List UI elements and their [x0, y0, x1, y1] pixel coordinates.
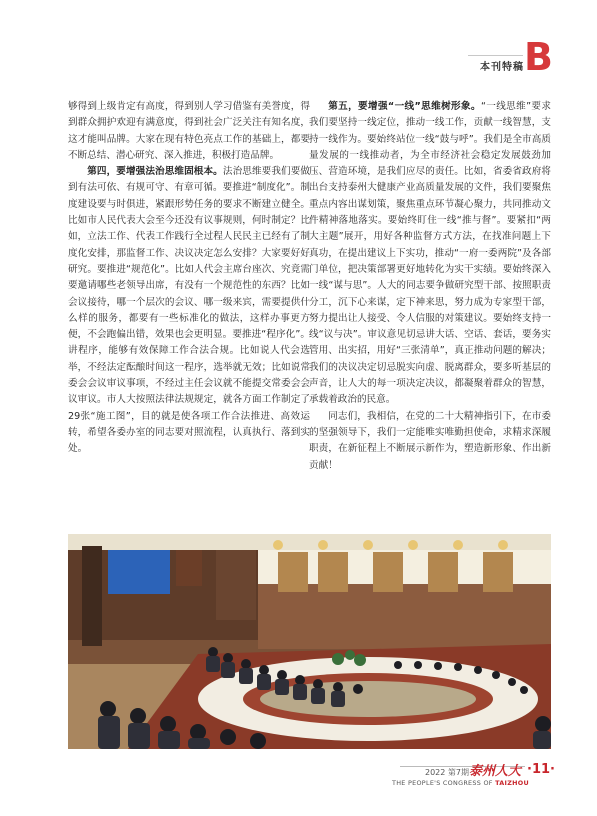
paragraph-continuation: 够得到上级肯定有高度，得到别人学习借鉴有美誉度，得到群众拥护欢迎有满意度，得到社会广泛关注有知名度，这才能叫品牌。大家在现有特色亮点工作的基础上，都要不断总结、潜心研究、深入推进，积极打造品牌。	[68, 101, 310, 161]
paragraph-body: “一线思维”要求我们要坚持一线定位，推动一线工作，贡献一线智慧，支持一线作为。要始终站位一线“鼓与呼”。我们是全市高质量发展的一线推动者，为全市经济社会稳定发展鼓劲加压、营造环境，是我们应尽的责任。比如，省委省政府将出台支持泰州大健康产业高质量发展的文件，我们要聚焦重点内容出谋划策，聚焦重点环节凝心聚力，共同推动文件精神落地落实。要始终盯住一线“推与督”。要紧扣“两大主题”展开，用好各种监督方式方法，在找准问题上下真功，在提出建议上下实功，推动“一府一委两院”及各部门单位，把决策部署更好地转化为实干实绩。要始终深入一线“谋与思”。人大的同志要争做研究型干部、按照职责分工，沉下心来谋，定下神来思，努力成为专家型干部，努力提出让人接受、令人信服的对策建议。要始终支持一线“议与决”。审议意见切忌讲大话、空话、套话，要务实管用、出实招，用好“三张清单”，真正推动问题的解决；我们的决议决定切忌脱实向虚、脱离群众，要多听基层的声音，让人大的每一项决定决议，都凝聚着群众的智慧，承载着政治的民意。	[309, 101, 551, 406]
paragraph-law-thinking	[68, 164, 310, 457]
english-title-city: TAIZHOU	[495, 779, 529, 787]
meeting-photo	[68, 534, 551, 749]
section-name: 本刊特稿	[480, 62, 524, 73]
left-column	[68, 99, 310, 458]
issue-number: 2022 第7期	[425, 768, 469, 777]
magazine-english-title	[392, 779, 529, 787]
header-divider	[468, 55, 523, 56]
page-number: ·11·	[527, 762, 555, 777]
paragraph-closing: 同志们，我相信，在党的二十大精神指引下，在市委的坚强领导下，我们一定能唯实唯勤担使命，求精求深履职责，在新征程上不断展示新作为，塑造新形象、作出新贡献！	[309, 410, 551, 471]
paragraph-lead: 第四，要增强法治思维固根本。	[87, 166, 223, 178]
english-title-prefix: THE PEOPLE'S CONGRESS OF	[392, 779, 493, 787]
section-letter: B	[524, 35, 553, 79]
right-column	[309, 99, 551, 474]
paragraph-body: 法治思维要我们要做到有法可依、有规可守、有章可循。要推进“制度化”。制度建设要与时俱进，紧跟形势任务的要求不断建立健全。比如市人民代表大会至今还没有议事规则，何时制定？比如，立法工作、代表工作践行全过程人民民主已经有了制度化安排，那监督工作、决议决定怎么安排？大家要好好研究。要推进“规范化”。比如人代会主席台座次、究竟需要邀请哪些老领导出席，有没有一个规范性的东西？比如会议接待，哪一个层次的会议、哪一级来宾，需要提供什么样的服务，都要有一些标准化的做法，这样办事更方便，不会跑偏出错，效果也会更明显。要推进“程序化”。讲程序，能够有效保障工作合法合规。比如说人代会选举，不经法定酝酿时间这一程序，选举就无效；比如说常委会会议审议事项，不经过主任会议就不能提交常委会会议审议。市人大按照法律法规规定，就各方面工作制定了29张“施工图”，目的就是使各项工作合法推进、高效运转，希望各委办室的同志要对照流程，认真执行、落到实处。	[68, 166, 311, 455]
magazine-logo: 泰州人大	[469, 764, 522, 779]
paragraph-lead: 第五，要增强“一线”思维树形象。	[328, 101, 481, 112]
paragraph-frontline-thinking	[309, 99, 551, 409]
